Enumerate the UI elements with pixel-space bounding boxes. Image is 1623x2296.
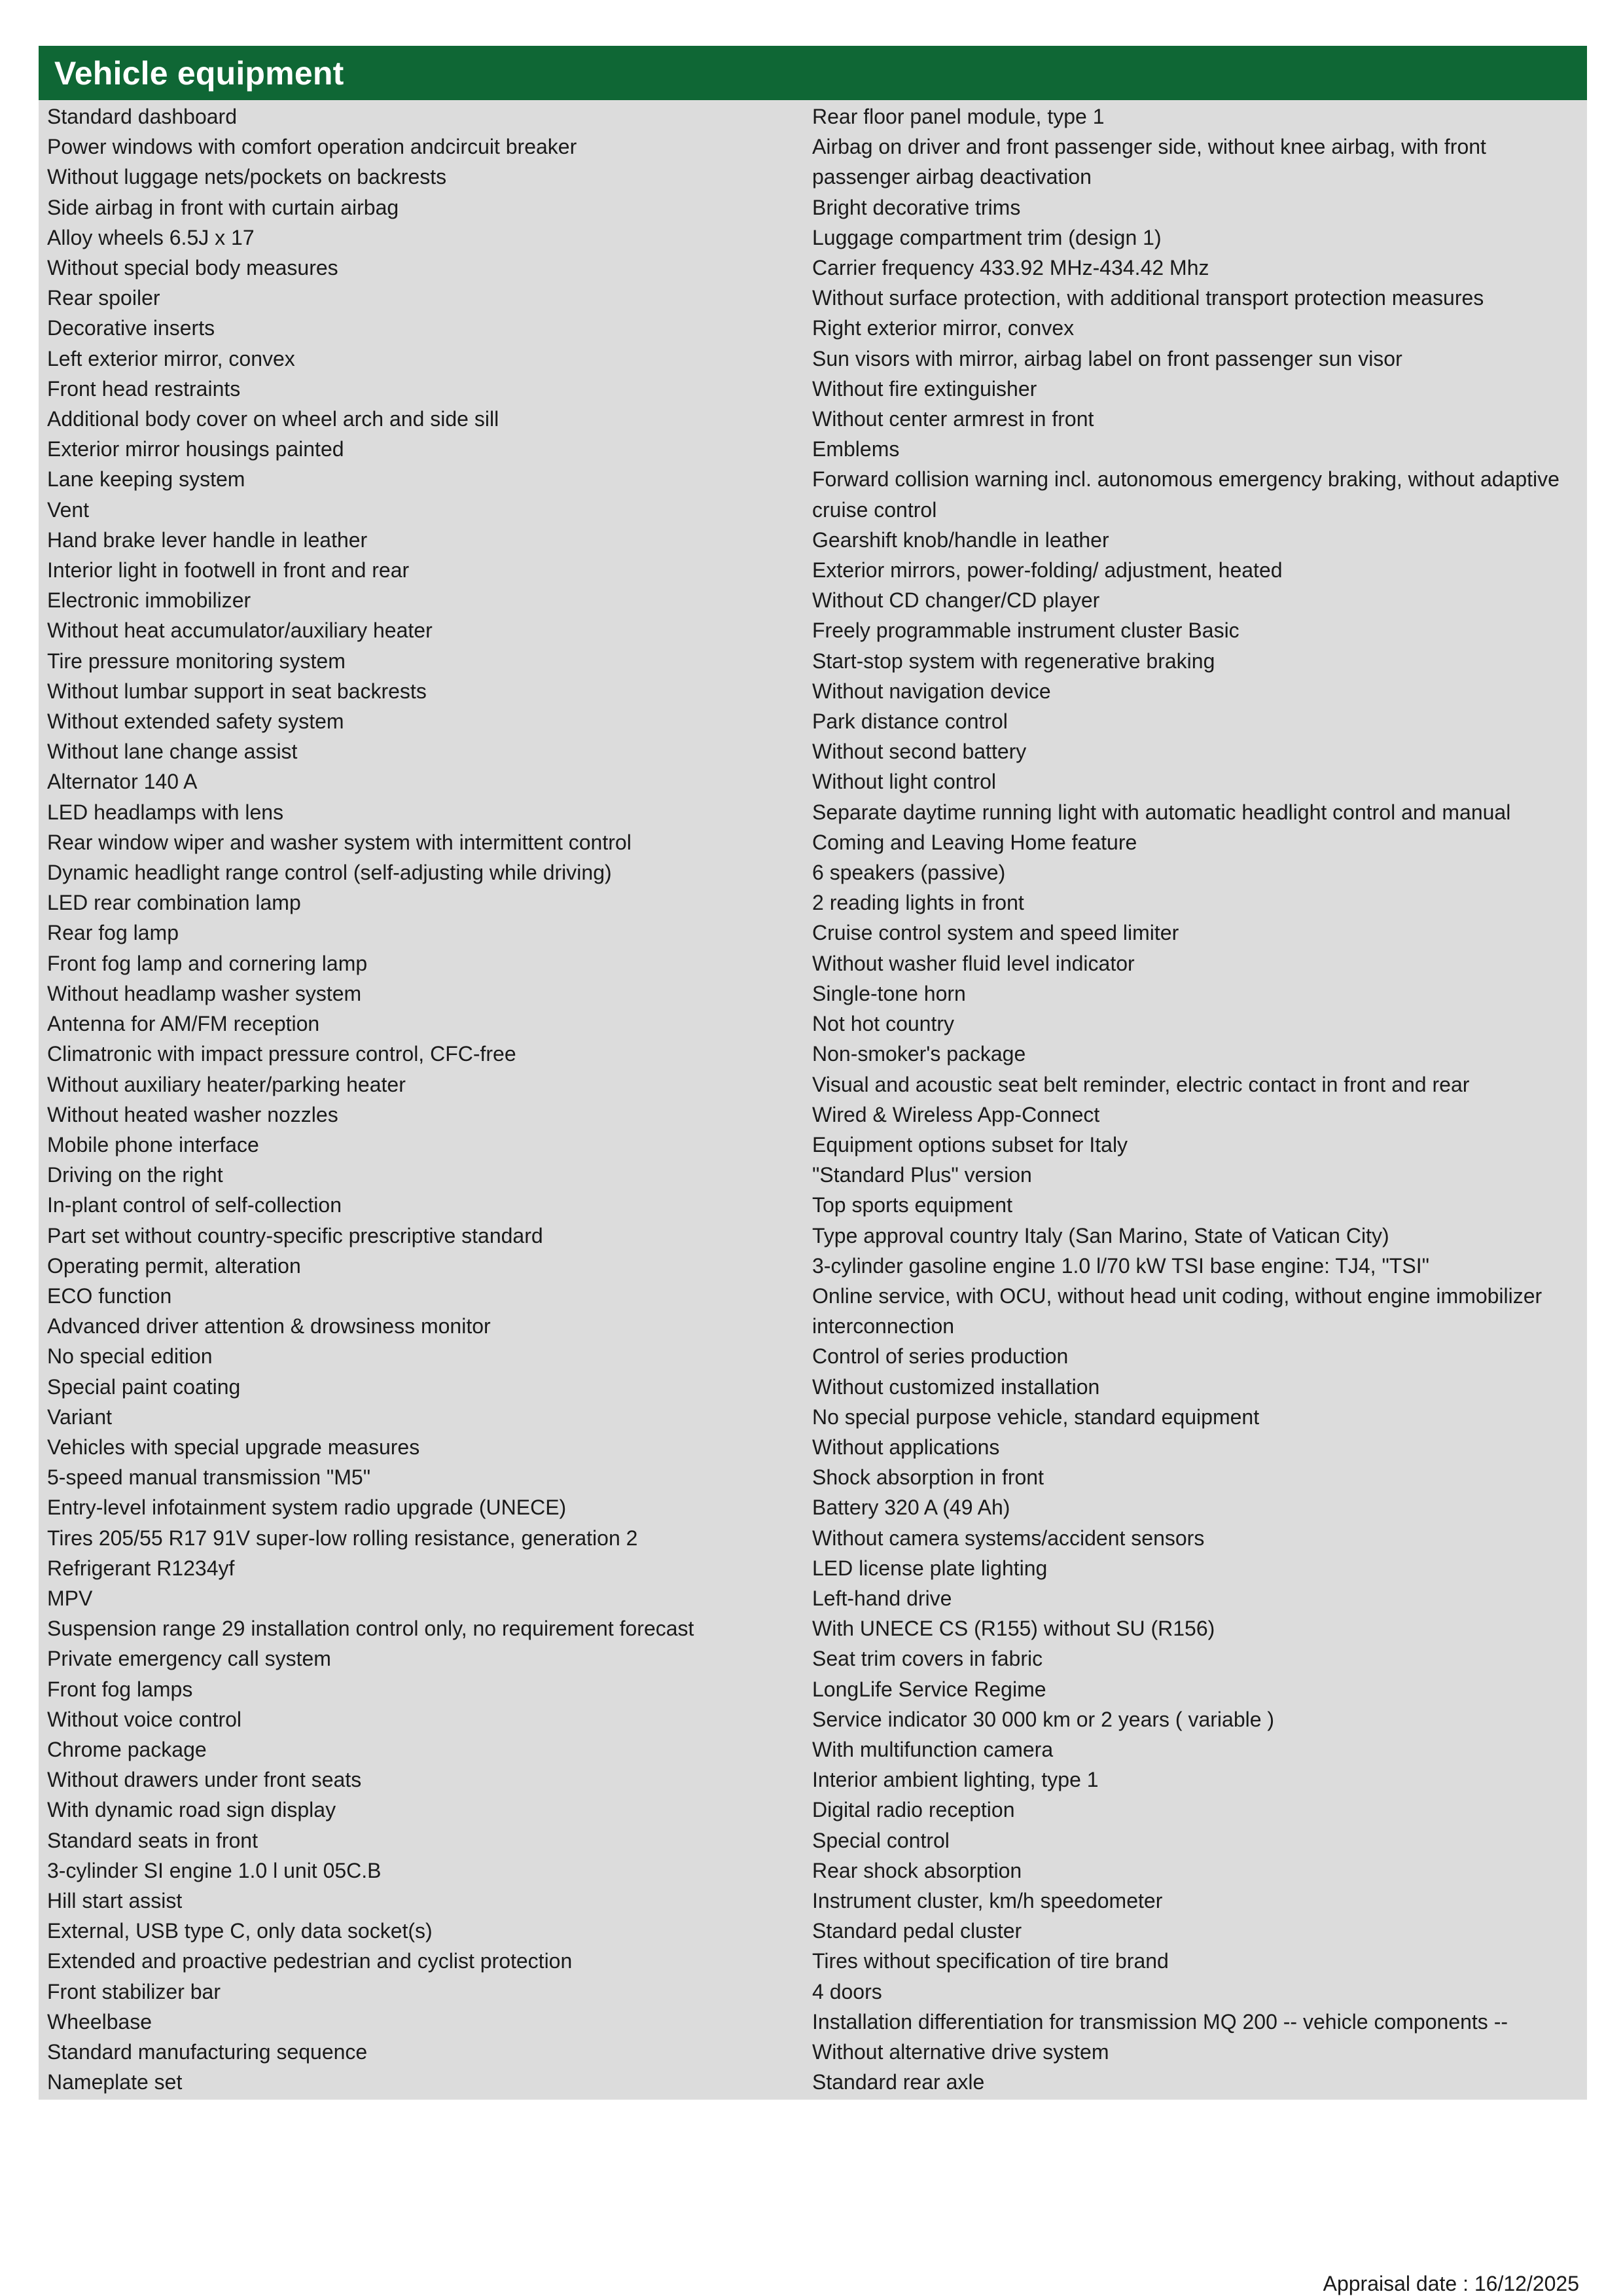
equipment-item: Sun visors with mirror, airbag label on front passenger sun visor [812, 346, 1402, 370]
equipment-column-left [39, 101, 812, 2097]
equipment-list-body [39, 100, 1587, 2100]
equipment-item: "Standard Plus" version [812, 1163, 1032, 1187]
equipment-item: Left-hand drive [812, 1586, 952, 1610]
equipment-item: Airbag on driver and front passenger side, without knee airbag, with front passenger airbag deactivation [812, 135, 1486, 189]
equipment-item: Alloy wheels 6.5J x 17 [47, 225, 255, 249]
equipment-item: Instrument cluster, km/h speedometer [812, 1888, 1163, 1912]
equipment-item: Antenna for AM/FM reception [47, 1012, 320, 1036]
equipment-item: Hill start assist [47, 1888, 183, 1912]
equipment-item: Without light control [812, 770, 997, 794]
equipment-item: Private emergency call system [47, 1647, 331, 1671]
equipment-item: No special purpose vehicle, standard equipment [812, 1405, 1260, 1429]
equipment-item: Shock absorption in front [812, 1465, 1044, 1490]
equipment-item: Control of series production [812, 1344, 1069, 1369]
equipment-item: Without surface protection, with additional transport protection measures [812, 286, 1484, 310]
equipment-item: Digital radio reception [812, 1798, 1015, 1822]
equipment-item: Entry-level infotainment system radio upgrade (UNECE) [47, 1496, 567, 1520]
equipment-item: Single-tone horn [812, 981, 966, 1005]
equipment-item: Cruise control system and speed limiter [812, 921, 1179, 945]
equipment-item: Without CD changer/CD player [812, 588, 1100, 613]
equipment-item: Refrigerant R1234yf [47, 1556, 235, 1580]
equipment-item: Battery 320 A (49 Ah) [812, 1496, 1010, 1520]
equipment-item: Power windows with comfort operation andcircuit breaker [47, 135, 577, 159]
equipment-item: Interior light in footwell in front and rear [47, 558, 410, 583]
equipment-item: Exterior mirror housings painted [47, 437, 344, 461]
equipment-item: Without heat accumulator/auxiliary heater [47, 619, 433, 643]
equipment-item: Right exterior mirror, convex [812, 316, 1075, 340]
equipment-item: Without lumbar support in seat backrests [47, 679, 427, 703]
equipment-item: Vent [47, 497, 90, 522]
equipment-item: Front fog lamp and cornering lamp [47, 951, 368, 975]
equipment-item: Gearshift knob/handle in leather [812, 528, 1109, 552]
equipment-item: Driving on the right [47, 1163, 223, 1187]
equipment-item: With dynamic road sign display [47, 1798, 336, 1822]
equipment-item: In-plant control of self-collection [47, 1193, 342, 1217]
equipment-item: Rear fog lamp [47, 921, 179, 945]
equipment-item: Standard seats in front [47, 1828, 258, 1852]
equipment-item: Without voice control [47, 1707, 242, 1731]
equipment-item: Start-stop system with regenerative braking [812, 649, 1215, 673]
equipment-item: Without center armrest in front [812, 407, 1094, 431]
equipment-item: Without heated washer nozzles [47, 1102, 338, 1126]
equipment-item: Exterior mirrors, power-folding/ adjustment, heated [812, 558, 1283, 583]
equipment-item: Rear spoiler [47, 286, 160, 310]
equipment-item: Additional body cover on wheel arch and side sill [47, 407, 499, 431]
equipment-item: Lane keeping system [47, 467, 245, 492]
equipment-item: Without camera systems/accident sensors [812, 1526, 1205, 1550]
equipment-item: 4 doors [812, 1979, 882, 2003]
equipment-item: Standard manufacturing sequence [47, 2040, 368, 2064]
equipment-item: Nameplate set [47, 2070, 183, 2094]
equipment-item: Rear window wiper and washer system with intermittent control [47, 830, 632, 854]
equipment-item: Installation differentiation for transmission MQ 200 -- vehicle components -- [812, 2009, 1508, 2034]
equipment-item: LongLife Service Regime [812, 1677, 1046, 1701]
equipment-item: Without washer fluid level indicator [812, 951, 1135, 975]
equipment-item: Without drawers under front seats [47, 1768, 362, 1792]
equipment-item: Left exterior mirror, convex [47, 346, 295, 370]
equipment-item: No special edition [47, 1344, 213, 1369]
equipment-item: Rear floor panel module, type 1 [812, 105, 1105, 128]
equipment-item: Online service, with OCU, without head unit coding, without engine immobilizer interconnection [812, 1283, 1543, 1338]
equipment-item: Extended and proactive pedestrian and cyclist protection [47, 1949, 573, 1973]
equipment-item: Luggage compartment trim (design 1) [812, 225, 1162, 249]
equipment-item: 6 speakers (passive) [812, 861, 1006, 885]
equipment-item: MPV [47, 1586, 93, 1610]
equipment-item: Without lane change assist [47, 740, 298, 764]
equipment-item: LED license plate lighting [812, 1556, 1048, 1580]
equipment-item: Standard pedal cluster [812, 1919, 1022, 1943]
equipment-item: Without luggage nets/pockets on backrests [47, 165, 447, 189]
equipment-item: Bright decorative trims [812, 195, 1021, 219]
equipment-item: 2 reading lights in front [812, 891, 1024, 915]
equipment-item: Variant [47, 1405, 113, 1429]
equipment-item: Interior ambient lighting, type 1 [812, 1768, 1099, 1792]
equipment-item: Decorative inserts [47, 316, 215, 340]
equipment-item: Carrier frequency 433.92 MHz-434.42 Mhz [812, 256, 1209, 280]
equipment-item: Vehicles with special upgrade measures [47, 1435, 420, 1459]
equipment-item: Equipment options subset for Italy [812, 1132, 1128, 1157]
equipment-column-right [812, 101, 1587, 2097]
equipment-item: External, USB type C, only data socket(s) [47, 1919, 433, 1943]
equipment-item: Rear shock absorption [812, 1858, 1022, 1882]
equipment-item: Coming and Leaving Home feature [812, 830, 1137, 854]
equipment-item: Separate daytime running light with automatic headlight control and manual [812, 800, 1511, 824]
equipment-item: Tires 205/55 R17 91V super-low rolling resistance, generation 2 [47, 1526, 638, 1550]
equipment-item: Type approval country Italy (San Marino, State of Vatican City) [812, 1223, 1389, 1247]
equipment-item: Without auxiliary heater/parking heater [47, 1072, 406, 1096]
equipment-item: Without applications [812, 1435, 1000, 1459]
equipment-item: 3-cylinder gasoline engine 1.0 l/70 kW TSI base engine: TJ4, "TSI" [812, 1253, 1429, 1278]
equipment-item: Side airbag in front with curtain airbag [47, 195, 399, 219]
equipment-item: With UNECE CS (R155) without SU (R156) [812, 1617, 1215, 1641]
equipment-item: Without customized installation [812, 1374, 1100, 1399]
equipment-item: Front fog lamps [47, 1677, 193, 1701]
equipment-item: Without fire extinguisher [812, 376, 1037, 401]
equipment-item: 3-cylinder SI engine 1.0 l unit 05C.B [47, 1858, 382, 1882]
equipment-item: Advanced driver attention & drowsiness monitor [47, 1314, 491, 1338]
equipment-item: Freely programmable instrument cluster Basic [812, 619, 1240, 643]
equipment-item: Forward collision warning incl. autonomous emergency braking, without adaptive cruise control [812, 467, 1560, 522]
equipment-item: Without extended safety system [47, 709, 344, 734]
vehicle-equipment-section [39, 46, 1587, 2100]
equipment-item: Not hot country [812, 1012, 954, 1036]
equipment-item: Part set without country-specific prescriptive standard [47, 1223, 543, 1247]
appraisal-date: Appraisal date : 16/12/2025 [1323, 2272, 1579, 2295]
equipment-item: Wheelbase [47, 2009, 152, 2034]
equipment-item: LED rear combination lamp [47, 891, 301, 915]
equipment-item: Without alternative drive system [812, 2040, 1109, 2064]
equipment-item: Standard dashboard [47, 105, 237, 128]
equipment-item: Park distance control [812, 709, 1008, 734]
equipment-item: Without headlamp washer system [47, 981, 362, 1005]
equipment-item: Without special body measures [47, 256, 338, 280]
equipment-item: Special control [812, 1828, 950, 1852]
equipment-item: Tire pressure monitoring system [47, 649, 346, 673]
equipment-item: Front stabilizer bar [47, 1979, 221, 2003]
equipment-item: Seat trim covers in fabric [812, 1647, 1043, 1671]
equipment-item: Service indicator 30 000 km or 2 years ( variable ) [812, 1707, 1275, 1731]
equipment-item: Visual and acoustic seat belt reminder, electric contact in front and rear [812, 1072, 1470, 1096]
equipment-item: Dynamic headlight range control (self-adjusting while driving) [47, 861, 612, 885]
equipment-item: Special paint coating [47, 1374, 241, 1399]
equipment-item: Emblems [812, 437, 900, 461]
equipment-item: Climatronic with impact pressure control, CFC-free [47, 1042, 516, 1066]
equipment-item: ECO function [47, 1283, 172, 1308]
equipment-item: Hand brake lever handle in leather [47, 528, 368, 552]
equipment-item: Tires without specification of tire brand [812, 1949, 1169, 1973]
equipment-item: With multifunction camera [812, 1737, 1054, 1761]
equipment-item: Top sports equipment [812, 1193, 1012, 1217]
equipment-item: Without second battery [812, 740, 1027, 764]
equipment-item: Without navigation device [812, 679, 1051, 703]
section-title: Vehicle equipment [54, 54, 344, 92]
equipment-item: 5-speed manual transmission "M5" [47, 1465, 371, 1490]
equipment-item: Operating permit, alteration [47, 1253, 301, 1278]
equipment-item: Electronic immobilizer [47, 588, 251, 613]
equipment-item: Chrome package [47, 1737, 207, 1761]
equipment-item: Mobile phone interface [47, 1132, 259, 1157]
section-header [39, 46, 1587, 100]
equipment-item: Alternator 140 A [47, 770, 198, 794]
equipment-item: Wired & Wireless App-Connect [812, 1102, 1100, 1126]
equipment-item: Suspension range 29 installation control only, no requirement forecast [47, 1617, 694, 1641]
equipment-item: Non-smoker's package [812, 1042, 1026, 1066]
equipment-item: LED headlamps with lens [47, 800, 284, 824]
equipment-item: Standard rear axle [812, 2070, 985, 2094]
equipment-item: Front head restraints [47, 376, 241, 401]
